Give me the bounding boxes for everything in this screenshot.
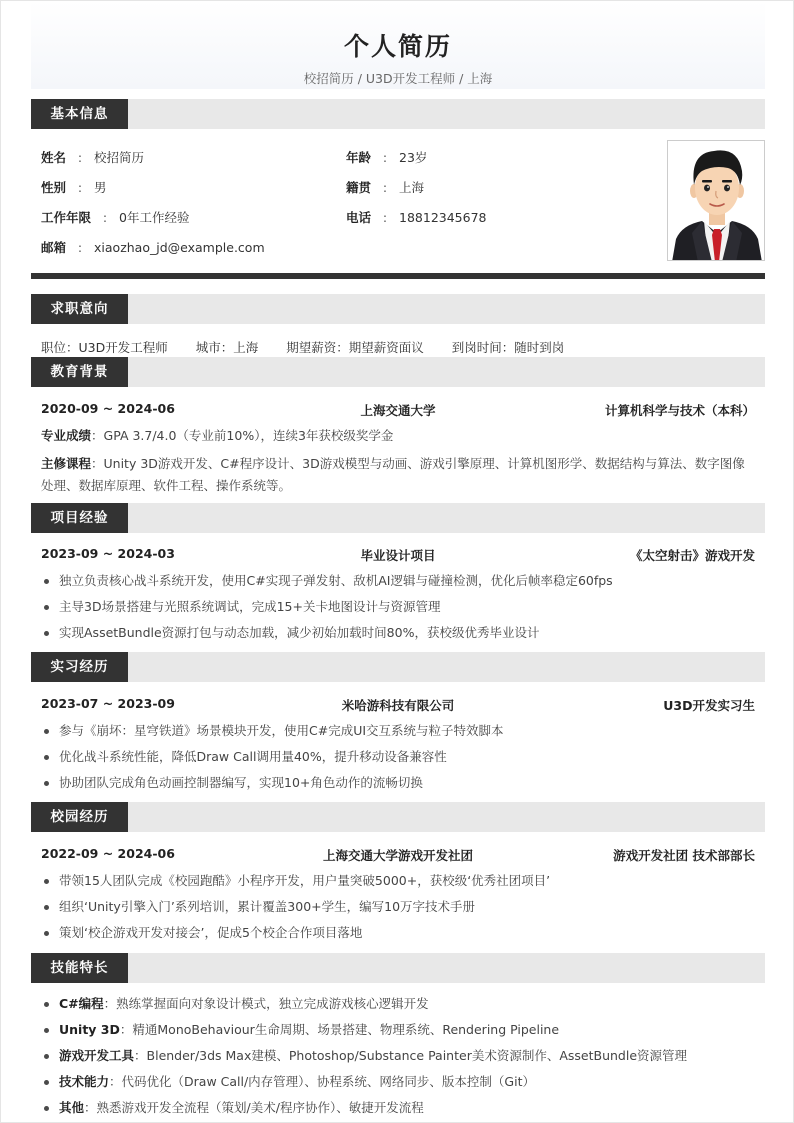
project-name: 毕业设计项目: [360, 548, 436, 563]
internship-company: 米哈游科技有限公司: [341, 698, 455, 713]
info-gender-label: 性别: [41, 180, 67, 195]
project-list: [41, 568, 755, 646]
section-skills-title: 技能特长: [31, 953, 128, 983]
info-email-value: xiaozhao_jd@example.com: [94, 240, 265, 255]
list-item: 独立负责核心战斗系统开发，使用C#实现子弹发射、敌机AI逻辑与碰撞检测，优化后帧率稳定60fps: [41, 568, 755, 594]
section-projects-bar: [31, 503, 765, 533]
info-phone-value: 18812345678: [399, 210, 487, 225]
education-courses-label: 主修课程: [41, 456, 92, 471]
page-title: 个人简历: [343, 32, 452, 61]
intent-salary: 期望薪资：期望薪资面议: [286, 340, 424, 355]
intent-arrival: 到岗时间：随时到岗: [451, 340, 565, 355]
section-campus-title: 校园经历: [31, 802, 128, 832]
education-period: 2020-09 ~ 2024-06: [41, 401, 175, 416]
internship-entry-head: [41, 696, 755, 714]
info-age: [346, 148, 427, 166]
info-name-value: 校招简历: [94, 150, 145, 165]
info-years-value: 0年工作经验: [119, 210, 190, 225]
info-origin: [346, 178, 424, 196]
info-origin-colon: :: [382, 180, 388, 195]
section-divider: [31, 273, 765, 279]
section-projects-title: 项目经验: [31, 503, 128, 533]
section-skills-bar: [31, 953, 765, 983]
education-courses: [41, 453, 755, 497]
internship-list: [41, 718, 755, 796]
list-item: 带领15人团队完成《校园跑酷》小程序开发，用户量突破5000+，获校级‘优秀社团项目’: [41, 868, 755, 894]
page-subtitle: 校招简历 / U3D开发工程师 / 上海: [303, 71, 493, 86]
campus-list: [41, 868, 755, 946]
section-intent-bar: [31, 294, 765, 324]
info-email-colon: :: [77, 240, 83, 255]
avatar-cartoon-icon: [668, 141, 765, 261]
intent-row: [41, 338, 592, 356]
info-phone-label: 电话: [346, 210, 372, 225]
list-item: [41, 991, 755, 1017]
campus-org: 上海交通大学游戏开发社团: [322, 848, 473, 863]
info-email: [41, 238, 265, 256]
section-internship-title: 实习经历: [31, 652, 128, 682]
info-gender: [41, 178, 107, 196]
education-major: 计算机科学与技术（本科）: [604, 403, 755, 418]
education-gpa-text: ：GPA 3.7/4.0（专业前10%），连续3年获校级奖学金: [91, 428, 394, 443]
info-years-label: 工作年限: [41, 210, 92, 225]
project-entry-head: [41, 546, 755, 564]
list-item: [41, 1017, 755, 1043]
info-origin-label: 籍贯: [346, 180, 372, 195]
skill-text: ：精通MonoBehaviour生命周期、场景搭建、物理系统、Rendering Pipeline: [119, 1022, 560, 1037]
list-item: 优化战斗系统性能，降低Draw Call调用量40%，提升移动设备兼容性: [41, 744, 755, 770]
info-name-colon: :: [77, 150, 83, 165]
info-phone-colon: :: [382, 210, 388, 225]
info-age-colon: :: [382, 150, 388, 165]
education-courses-text: ：Unity 3D游戏开发、C#程序设计、3D游戏模型与动画、游戏引擎原理、计算机图形学、数据结构与算法、数字图像处理、数据库原理、软件工程、操作系统等。: [41, 456, 745, 493]
skill-label: Unity 3D: [59, 1022, 120, 1037]
education-entry-head: [41, 401, 755, 419]
section-basic-bar: [31, 99, 765, 129]
intent-city: 城市：上海: [195, 340, 259, 355]
info-phone: [346, 208, 487, 226]
campus-period: 2022-09 ~ 2024-06: [41, 846, 175, 861]
section-basic-title: 基本信息: [31, 99, 128, 129]
education-gpa-label: 专业成绩: [41, 428, 92, 443]
skill-text: ：熟悉游戏开发全流程（策划/美术/程序协作）、敏捷开发流程: [84, 1100, 424, 1115]
list-item: [41, 1069, 755, 1095]
skill-text: ：Blender/3ds Max建模、Photoshop/Substance Painter美术资源制作、AssetBundle资源管理: [134, 1048, 688, 1063]
list-item: 协助团队完成角色动画控制器编写，实现10+角色动作的流畅切换: [41, 770, 755, 796]
list-item: 策划‘校企游戏开发对接会’，促成5个校企合作项目落地: [41, 920, 755, 946]
education-gpa: [41, 425, 755, 447]
info-name-label: 姓名: [41, 150, 67, 165]
skill-text: ：熟练掌握面向对象设计模式，独立完成游戏核心逻辑开发: [103, 996, 429, 1011]
section-education-title: 教育背景: [31, 357, 128, 387]
section-campus-bar: [31, 802, 765, 832]
info-years-colon: :: [102, 210, 108, 225]
intent-position: 职位：U3D开发工程师: [41, 340, 168, 355]
resume-header: [31, 1, 765, 89]
skill-text: ：代码优化（Draw Call/内存管理）、协程系统、网络同步、版本控制（Git）: [109, 1074, 535, 1089]
skill-label: 游戏开发工具: [59, 1048, 135, 1063]
info-gender-colon: :: [77, 180, 83, 195]
skills-list: [41, 991, 755, 1121]
info-age-label: 年龄: [346, 150, 372, 165]
internship-role: U3D开发实习生: [663, 698, 755, 713]
education-school: 上海交通大学: [360, 403, 436, 418]
list-item: 实现AssetBundle资源打包与动态加载，减少初始加载时间80%，获校级优秀毕业设计: [41, 620, 755, 646]
info-gender-value: 男: [94, 180, 107, 195]
list-item: [41, 1095, 755, 1121]
section-intent-title: 求职意向: [31, 294, 128, 324]
section-internship-bar: [31, 652, 765, 682]
project-period: 2023-09 ~ 2024-03: [41, 546, 175, 561]
info-name: [41, 148, 144, 166]
section-education-bar: [31, 357, 765, 387]
info-years: [41, 208, 189, 226]
list-item: 参与《崩坏：星穹铁道》场景模块开发，使用C#完成UI交互系统与粒子特效脚本: [41, 718, 755, 744]
list-item: 主导3D场景搭建与光照系统调试，完成15+关卡地图设计与资源管理: [41, 594, 755, 620]
info-age-value: 23岁: [399, 150, 428, 165]
skill-label: 其他: [59, 1100, 85, 1115]
skill-label: 技术能力: [59, 1074, 110, 1089]
avatar: [667, 140, 765, 261]
list-item: [41, 1043, 755, 1069]
campus-role: 游戏开发社团 技术部部长: [613, 848, 755, 863]
project-role: 《太空射击》游戏开发: [629, 548, 755, 563]
internship-period: 2023-07 ~ 2023-09: [41, 696, 175, 711]
list-item: 组织‘Unity引擎入门’系列培训，累计覆盖300+学生，编写10万字技术手册: [41, 894, 755, 920]
info-origin-value: 上海: [399, 180, 425, 195]
campus-entry-head: [41, 846, 755, 864]
skill-label: C#编程: [59, 996, 104, 1011]
info-email-label: 邮箱: [41, 240, 67, 255]
